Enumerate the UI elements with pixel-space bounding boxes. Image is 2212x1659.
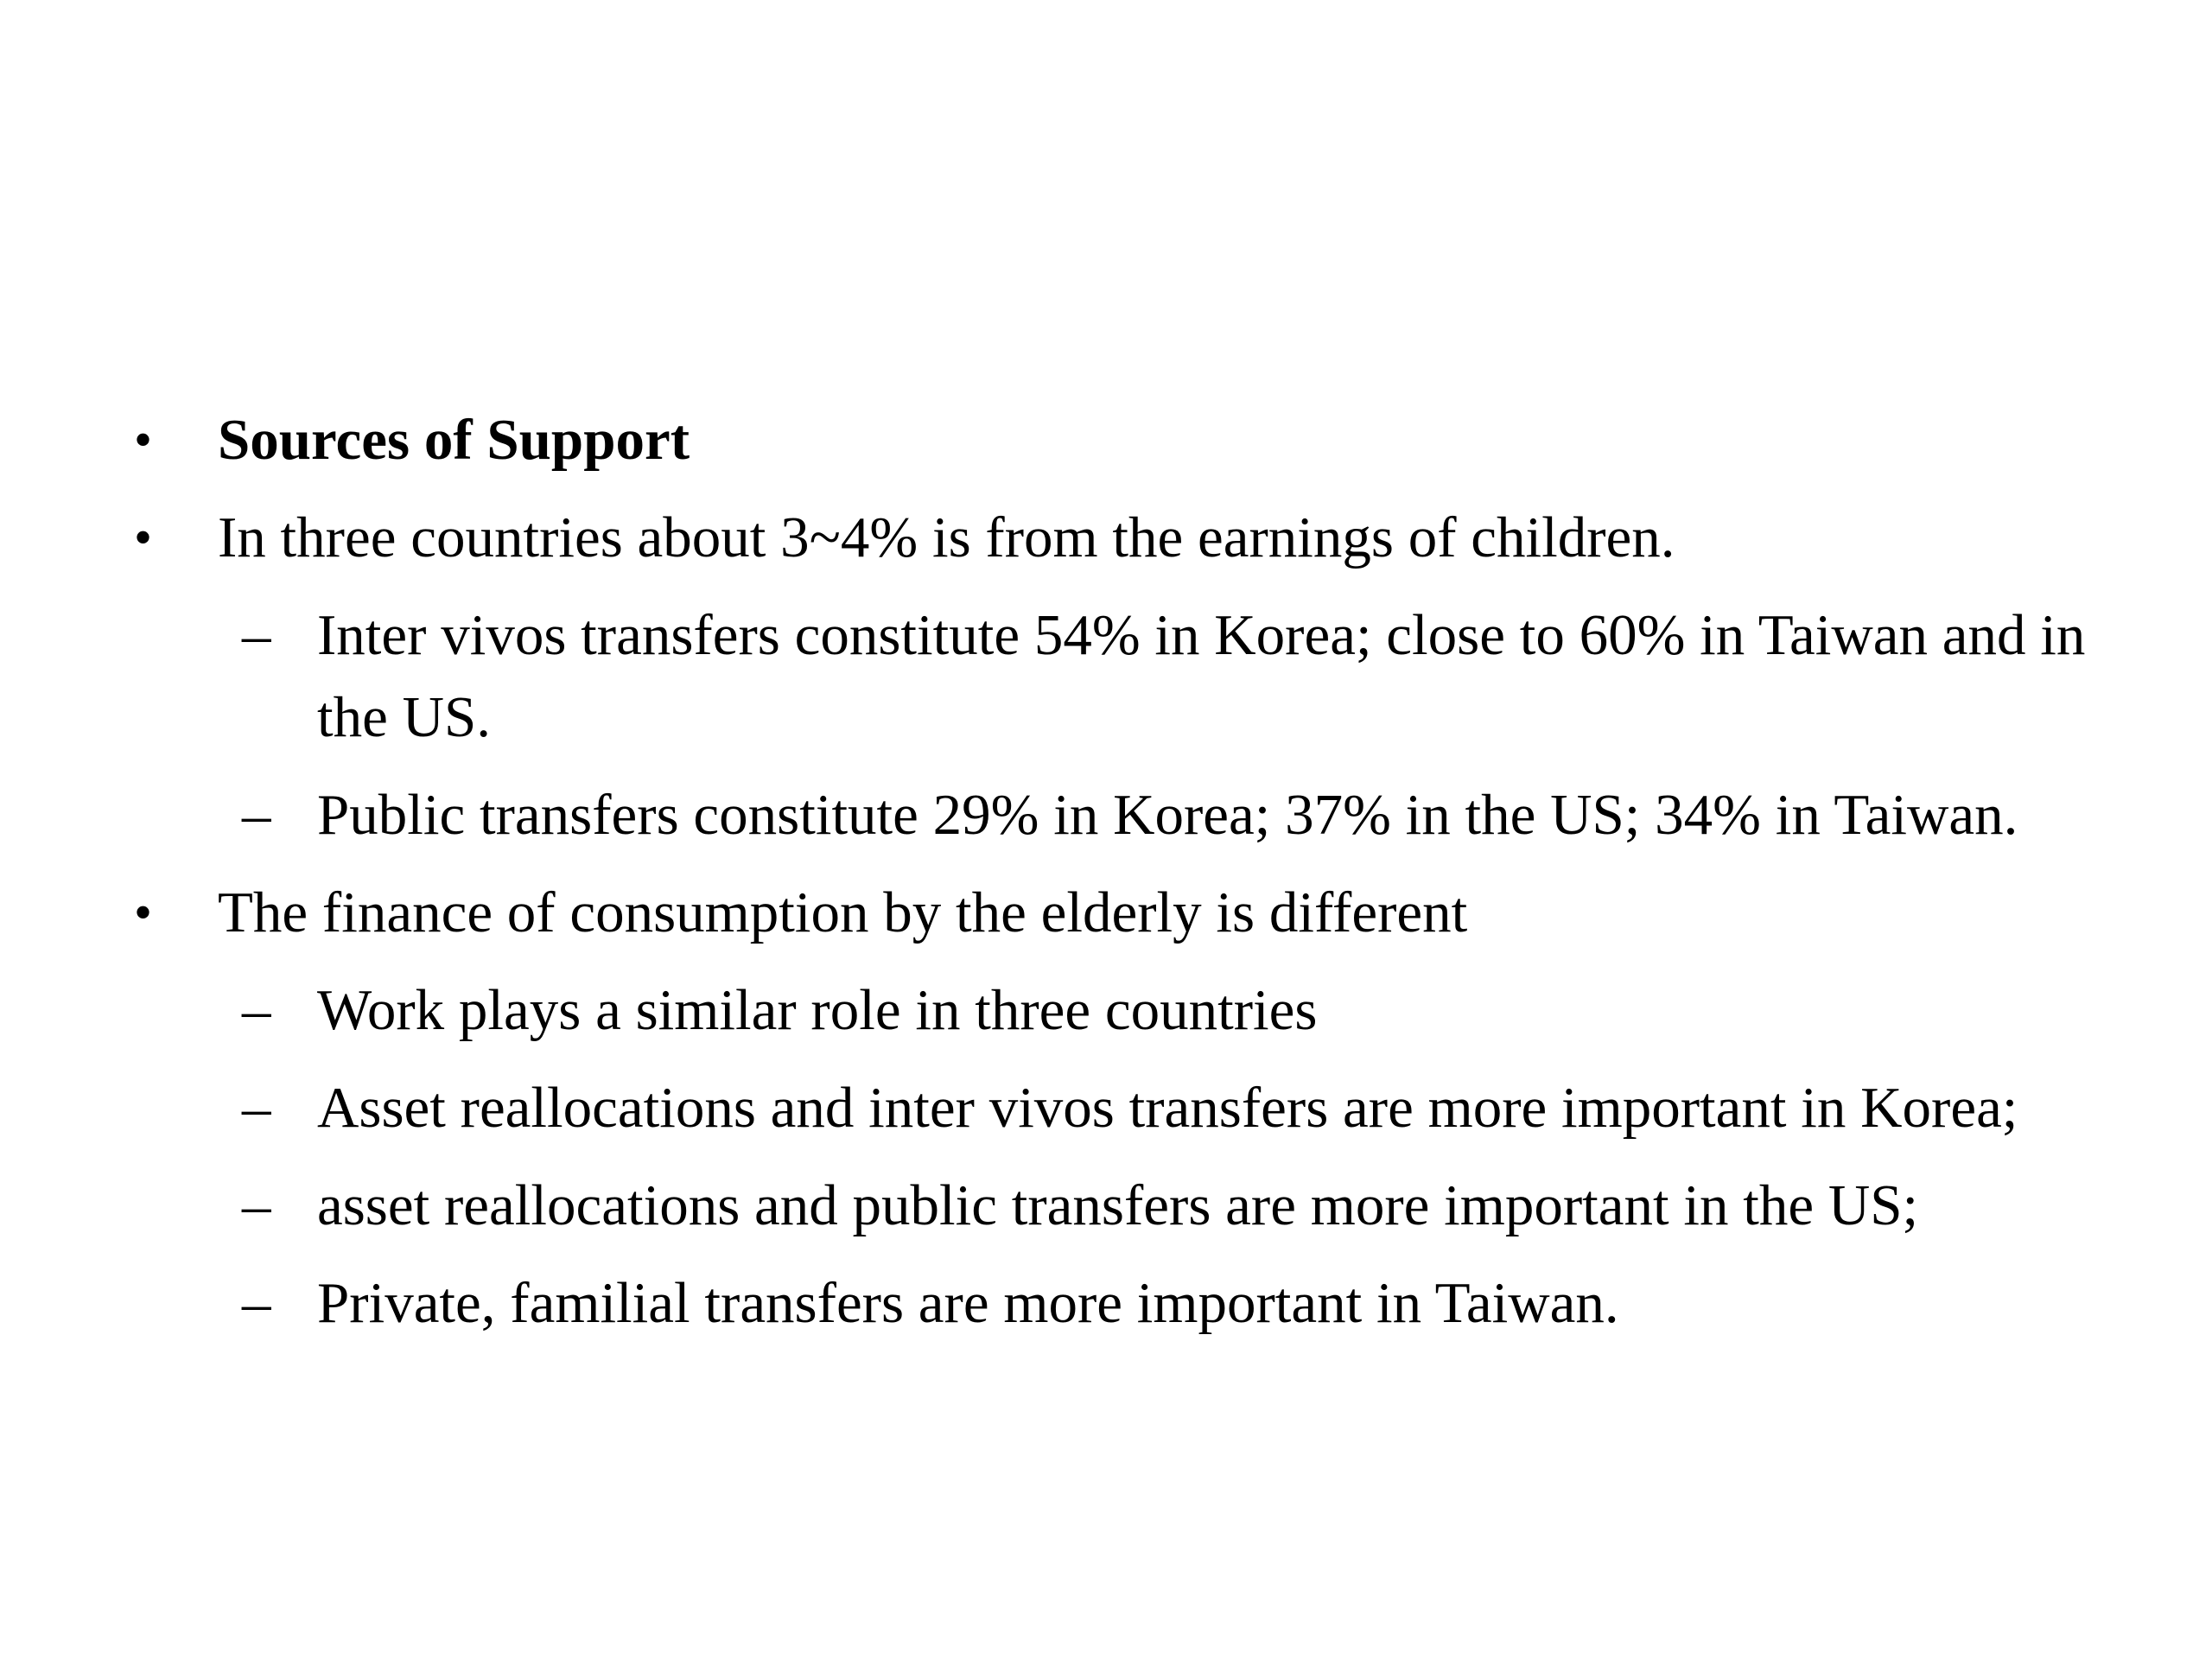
- bullet-text: In three countries about 3~4% is from the earnings of children.: [218, 505, 1675, 569]
- bullet-item: [121, 872, 2100, 954]
- bullet-marker: •: [134, 411, 153, 468]
- bullet-text: The finance of consumption by the elderly is different: [218, 880, 1468, 944]
- bullet-marker: •: [134, 884, 153, 941]
- dash-marker: –: [242, 1271, 271, 1335]
- dash-marker: –: [242, 1173, 271, 1237]
- dash-marker: –: [242, 1076, 271, 1140]
- sub-bullet-text: Asset reallocations and inter vivos transfers are more important in Korea;: [317, 1076, 2018, 1140]
- sub-bullet-text: Public transfers constitute 29% in Korea; 37% in the US; 34% in Taiwan.: [317, 783, 2018, 847]
- sub-bullet-item: [121, 594, 2100, 759]
- sub-bullet-item: [121, 1262, 2100, 1344]
- sub-bullet-text: Inter vivos transfers constitute 54% in Korea; close to 60% in Taiwan and in the US.: [317, 603, 2086, 749]
- sub-bullet-item: [121, 1067, 2100, 1149]
- sub-bullet-item: [121, 1165, 2100, 1247]
- dash-marker: –: [242, 978, 271, 1042]
- sub-bullet-text: asset reallocations and public transfers are more important in the US;: [317, 1173, 1919, 1237]
- bullet-list: [121, 399, 2100, 1360]
- sub-bullet-text: Work plays a similar role in three countries: [317, 978, 1318, 1042]
- bullet-marker: •: [134, 509, 153, 566]
- dash-marker: –: [242, 783, 271, 847]
- sub-bullet-text: Private, familial transfers are more important in Taiwan.: [317, 1271, 1619, 1335]
- bullet-text: Sources of Support: [218, 408, 690, 472]
- sub-bullet-item: [121, 969, 2100, 1052]
- bullet-heading: [121, 399, 2100, 481]
- sub-bullet-item: [121, 774, 2100, 856]
- dash-marker: –: [242, 603, 271, 667]
- bullet-item: [121, 497, 2100, 579]
